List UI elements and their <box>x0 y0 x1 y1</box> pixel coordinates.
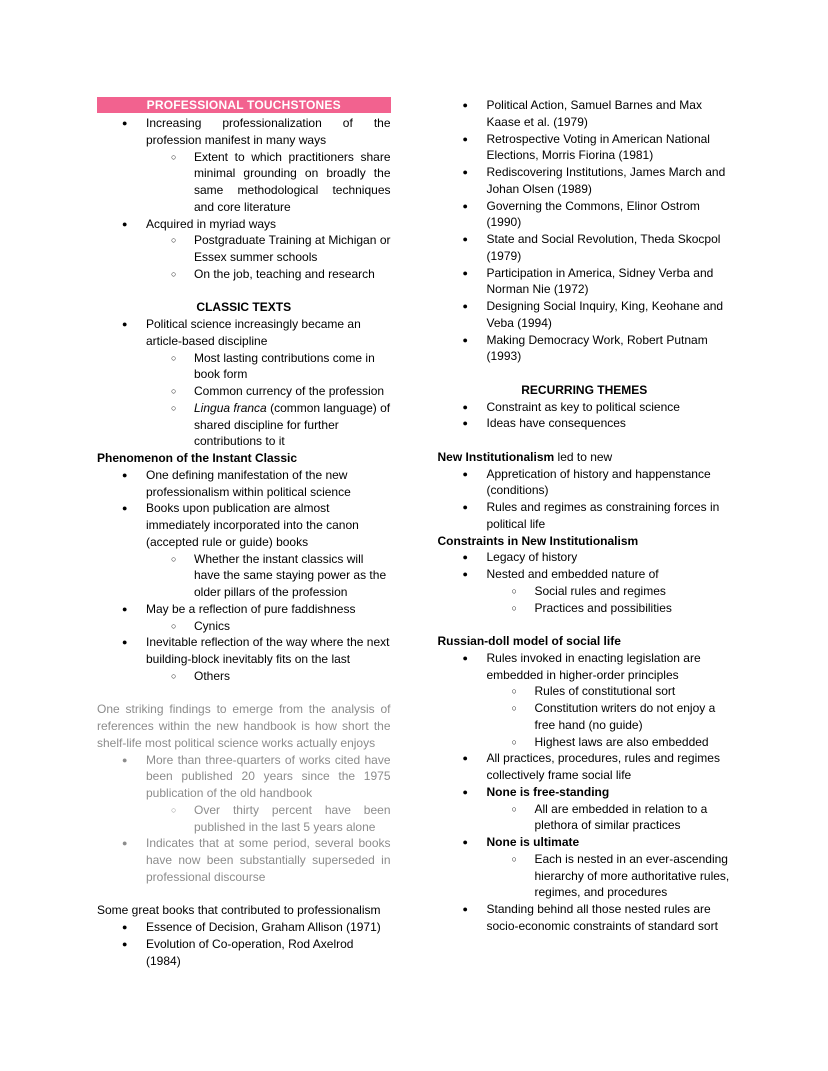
list-item-text: Evolution of Co-operation, Rod Axelrod (1984) <box>146 936 354 968</box>
list-item-level-1 <box>438 265 732 299</box>
list-item-level-1 <box>438 499 732 533</box>
list-item-text: Indicates that at some period, several books have now been substantially superseded in professional discourse <box>146 836 391 884</box>
circle-marker: ○ <box>171 352 177 363</box>
list-item-level-1 <box>97 500 391 550</box>
list-item-text: Ideas have consequences <box>486 416 626 431</box>
two-column-layout <box>97 97 731 969</box>
subheading: Constraints in New Institutionalism <box>437 533 639 548</box>
highlight-banner: PROFESSIONAL TOUCHSTONES <box>97 97 391 113</box>
list-item-level-2 <box>97 400 391 450</box>
list-item-text: Others <box>194 668 231 683</box>
list-item-level-1 <box>97 467 391 501</box>
list-item-text: Political science increasingly became an article-based discipline <box>146 317 361 348</box>
text-run: Lingua franca <box>194 400 267 415</box>
list-item-level-2 <box>97 266 391 283</box>
list-item-text: Nested and embedded nature of <box>486 567 659 581</box>
list-item-level-2 <box>97 802 391 836</box>
bullet-marker: ● <box>462 100 468 110</box>
list-item-text: All practices, procedures, rules and regimes collectively frame social life <box>486 751 720 782</box>
circle-marker: ○ <box>171 620 177 631</box>
bullet-marker: ● <box>122 838 128 849</box>
list-item-level-1 <box>97 835 391 885</box>
list-item-text: Rules invoked in enacting legislation are embedded in higher-order principles <box>486 650 701 682</box>
circle-marker: ○ <box>511 853 517 864</box>
list-item-text: Over thirty percent have been published in the last 5 years alone <box>194 802 391 834</box>
bullet-marker: ● <box>462 753 468 764</box>
bullet-marker: ● <box>462 502 468 512</box>
circle-marker: ○ <box>171 402 177 413</box>
circle-marker: ○ <box>511 736 517 747</box>
list-item-level-1 <box>438 332 732 366</box>
list-item-text: Extent to which practitioners share minimal grounding on broadly the same methodological techniques and core literature <box>194 149 391 214</box>
left-column <box>97 97 391 969</box>
list-item-text: Common currency of the profession <box>194 384 385 398</box>
circle-marker: ○ <box>511 585 517 596</box>
circle-marker: ○ <box>511 602 517 613</box>
text-run: (common language) of shared discipline for further contributions to it <box>194 400 391 449</box>
list-item-level-2 <box>438 583 732 600</box>
list-item-text: More than three-quarters of works cited have been published 20 years since the 1975 publication of the old handbook <box>146 752 391 800</box>
subheading: Phenomenon of the Instant Classic <box>97 451 298 465</box>
bullet-marker: ● <box>122 603 128 614</box>
bullet-marker: ● <box>122 118 128 128</box>
list-item-level-1 <box>438 549 732 566</box>
bullet-marker: ● <box>122 503 128 514</box>
section-heading: CLASSIC TEXTS <box>196 300 292 315</box>
list-item-level-1 <box>438 198 732 232</box>
bullet-marker: ● <box>462 652 468 663</box>
list-item-text: Governing the Commons, Elinor Ostrom (1990) <box>486 198 700 230</box>
list-item-text: Each is nested in an ever-ascending hierarchy of more authoritative rules, regimes, and procedures <box>534 851 730 900</box>
list-item-text: Practices and possibilities <box>534 600 672 615</box>
list-item-level-1 <box>97 752 391 802</box>
list-item-text: Making Democracy Work, Robert Putnam (1993) <box>486 332 708 364</box>
list-item-text: Whether the instant classics will have the same staying power as the older pillars of the profession <box>194 551 387 599</box>
list-item-level-1 <box>438 750 732 784</box>
bullet-marker: ● <box>462 786 468 797</box>
list-item-level-1 <box>97 634 391 668</box>
bullet-marker: ● <box>462 334 468 345</box>
bullet-marker: ● <box>462 401 468 412</box>
list-item-text: Political Action, Samuel Barnes and Max Kaase et al. (1979) <box>486 98 702 129</box>
text-run: led to new <box>554 449 613 464</box>
list-item-text: Constraint as key to political science <box>486 399 680 414</box>
blank-line <box>97 283 391 300</box>
list-item-level-2 <box>97 668 391 685</box>
list-item-level-1 <box>438 97 732 131</box>
circle-marker: ○ <box>171 268 177 279</box>
list-item-level-1 <box>97 601 391 618</box>
circle-marker: ○ <box>171 235 177 246</box>
list-item-text: Books upon publication are almost immediately incorporated into the canon (accepted rule or guide) books <box>146 501 359 549</box>
bullet-marker: ● <box>122 922 128 932</box>
list-item-level-1 <box>438 650 732 684</box>
bullet-marker: ● <box>122 637 128 648</box>
circle-marker: ○ <box>171 804 177 815</box>
list-item-level-1 <box>97 316 391 350</box>
bullet-marker: ● <box>462 267 468 278</box>
list-item-level-2 <box>97 149 391 216</box>
list-item-text: Rules of constitutional sort <box>534 684 676 699</box>
list-item-text: Inevitable reflection of the way where the next building-block inevitably fits on the last <box>146 635 390 666</box>
list-item-text: Social rules and regimes <box>534 583 666 598</box>
list-item-level-1 <box>438 231 732 265</box>
circle-marker: ○ <box>171 670 177 681</box>
list-item-level-1 <box>438 164 732 198</box>
bullet-marker: ● <box>122 218 128 229</box>
circle-marker: ○ <box>171 386 177 396</box>
list-item-text: May be a reflection of pure faddishness <box>146 601 356 616</box>
list-item-level-2 <box>438 801 732 835</box>
list-item-text: Postgraduate Training at Michigan or Essex summer schools <box>194 233 391 264</box>
bullet-marker: ● <box>462 200 468 211</box>
circle-marker: ○ <box>511 803 517 814</box>
text-run: New Institutionalism <box>437 449 555 464</box>
section-heading: RECURRING THEMES <box>521 382 648 397</box>
list-item-text: Acquired in myriad ways <box>146 216 277 231</box>
circle-marker: ○ <box>511 703 517 713</box>
bullet-marker: ● <box>462 418 468 429</box>
paragraph <box>438 449 732 466</box>
list-item-text: Constitution writers do not enjoy a free hand (no guide) <box>534 701 716 732</box>
list-item-text: Increasing professionalization of the profession manifest in many ways <box>146 116 391 147</box>
list-item-level-1 <box>97 115 391 149</box>
list-item-text: One defining manifestation of the new professionalism within political science <box>146 467 351 499</box>
bullet-marker: ● <box>462 234 468 244</box>
subheading: Russian-doll model of social life <box>437 634 621 648</box>
list-item-text: Cynics <box>194 618 231 633</box>
list-item-level-1 <box>438 131 732 165</box>
list-item-text <box>194 400 391 450</box>
list-item-text: Standing behind all those nested rules are socio-economic constraints of standard sort <box>486 902 718 933</box>
list-item-level-2 <box>97 232 391 266</box>
bullet-marker: ● <box>462 301 468 311</box>
list-item-text: Most lasting contributions come in book form <box>194 350 375 382</box>
blank-line <box>97 685 391 702</box>
bullet-marker: ● <box>122 938 128 949</box>
list-item-level-1 <box>97 936 391 970</box>
right-column <box>438 97 732 969</box>
list-item-text: Essence of Decision, Graham Allison (1971) <box>146 920 381 934</box>
list-item-text: On the job, teaching and research <box>194 266 375 281</box>
list-item-text: Designing Social Inquiry, King, Keohane and Veba (1994) <box>486 299 724 330</box>
blank-line <box>97 886 391 903</box>
list-item-text: Participation in America, Sidney Verba and Norman Nie (1972) <box>486 265 714 297</box>
bullet-marker: ● <box>462 569 468 579</box>
list-item-text: Rules and regimes as constraining forces in political life <box>486 500 720 531</box>
list-item-level-2 <box>438 700 732 734</box>
circle-marker: ○ <box>171 151 177 162</box>
list-item-level-2 <box>97 618 391 635</box>
list-item-level-2 <box>438 851 732 901</box>
list-item-text: Highest laws are also embedded <box>534 734 709 749</box>
paragraph: Some great books that contributed to professionalism <box>97 903 381 918</box>
list-item-text: Legacy of history <box>486 550 578 565</box>
bullet-marker: ● <box>462 904 468 914</box>
list-item-level-1 <box>438 901 732 935</box>
blank-line <box>438 365 732 382</box>
bullet-marker: ● <box>462 167 468 177</box>
bullet-marker: ● <box>122 319 128 329</box>
list-item-level-1 <box>438 298 732 332</box>
list-item-level-2 <box>97 383 391 400</box>
list-item-level-2 <box>438 600 732 617</box>
list-item-level-2 <box>438 683 732 700</box>
list-item-text: Appretication of history and happenstance (conditions) <box>486 466 711 498</box>
bullet-marker: ● <box>122 469 128 480</box>
list-item-level-1 <box>438 466 732 500</box>
list-item-level-2 <box>97 350 391 384</box>
list-item-text: None is ultimate <box>486 835 580 849</box>
circle-marker: ○ <box>511 686 517 697</box>
bullet-marker: ● <box>462 837 468 847</box>
list-item-text: Rediscovering Institutions, James March and Johan Olsen (1989) <box>486 165 726 196</box>
paragraph: One striking findings to emerge from the analysis of references within the new handbook is how short the shelf-life most political science works actually enjoys <box>97 702 391 750</box>
list-item-text: All are embedded in relation to a plethora of similar practices <box>534 801 708 833</box>
list-item-text: State and Social Revolution, Theda Skocpol (1979) <box>486 232 721 263</box>
circle-marker: ○ <box>171 553 177 564</box>
list-item-level-1 <box>438 566 732 583</box>
bullet-marker: ● <box>462 468 468 479</box>
blank-line <box>438 616 732 633</box>
list-item-level-1 <box>438 834 732 851</box>
list-item-level-1 <box>438 399 732 416</box>
list-item-level-1 <box>438 415 732 432</box>
list-item-level-1 <box>97 919 391 936</box>
bullet-marker: ● <box>462 552 468 563</box>
list-item-level-1 <box>438 784 732 801</box>
list-item-level-2 <box>438 734 732 751</box>
list-item-level-1 <box>97 216 391 233</box>
list-item-text: Retrospective Voting in American National Elections, Morris Fiorina (1981) <box>486 131 710 163</box>
bullet-marker: ● <box>462 133 468 144</box>
list-item-text: None is free-standing <box>486 784 610 799</box>
bullet-marker: ● <box>122 754 128 765</box>
list-item-level-2 <box>97 551 391 601</box>
blank-line <box>438 432 732 449</box>
